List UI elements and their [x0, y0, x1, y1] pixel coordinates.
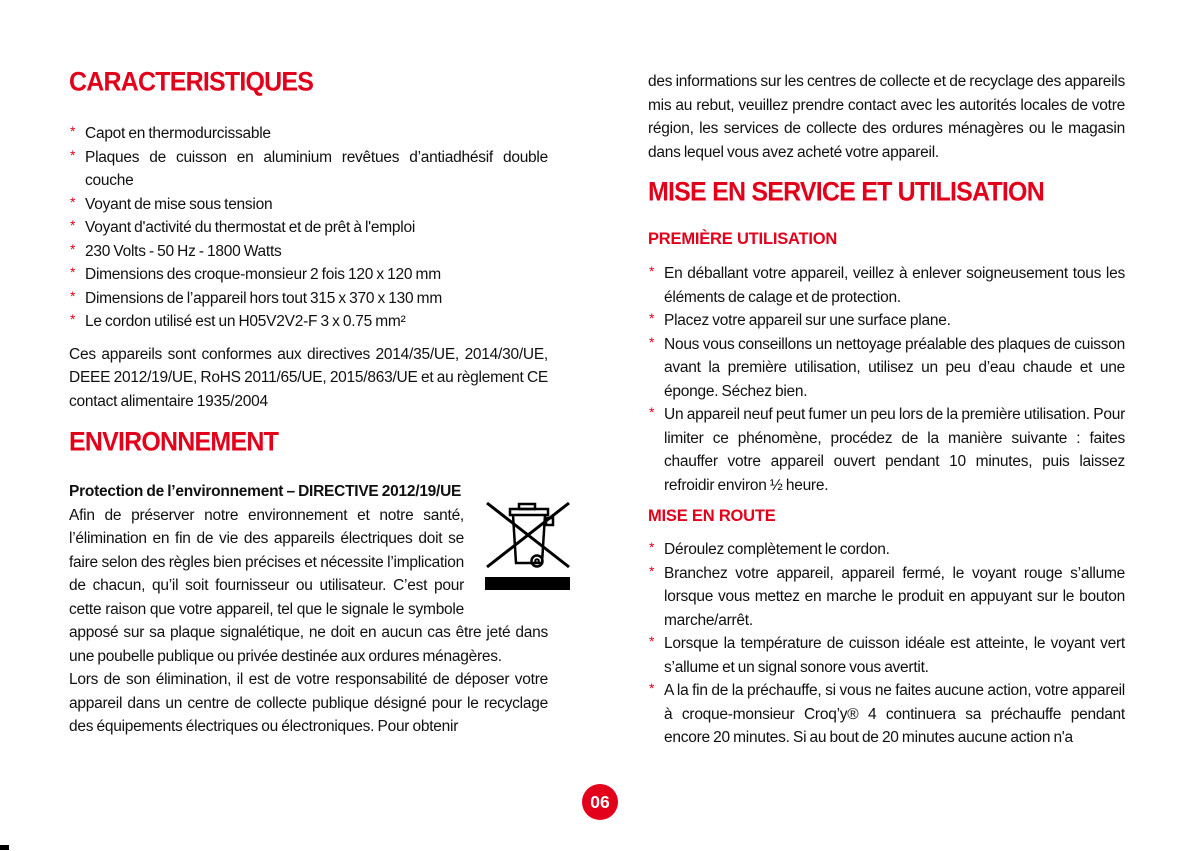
environment-paragraph-2: Lors de son élimination, il est de votre responsabilité de déposer votre appareil dans un centre de collecte publique désigné pour le recyclage des équipements électriques ou électroniques. Pour obtenir — [69, 671, 548, 735]
asterisk-bullet-icon: * — [649, 333, 655, 350]
conformity-paragraph: Ces appareils sont conformes aux directives 2014/35/UE, 2014/30/UE, DEEE 2012/19/UE, RoHS 2011/65/UE, 2015/863/UE et au règlement CE contact alimentaire 1935/2004 — [69, 345, 548, 410]
list-item: * Le cordon utilisé est un H05V2V2-F 3 x 0.75 mm² — [70, 311, 406, 330]
list-item: * Placez votre appareil sur une surface plane. — [649, 310, 951, 329]
section-title-mise-en-service: MISE EN SERVICE ET UTILISATION — [648, 176, 1044, 207]
list-item: * En déballant votre appareil, veillez à enlever soigneusement tous les éléments de calage et de protection. — [649, 263, 1125, 306]
list-item: * Voyant de mise sous tension — [70, 193, 273, 213]
asterisk-bullet-icon: * — [70, 311, 76, 327]
caracteristiques-list — [69, 122, 548, 334]
right-column — [648, 70, 1125, 750]
premiere-utilisation-list — [648, 262, 1125, 497]
asterisk-bullet-icon: * — [649, 562, 655, 579]
list-item: * Capot en thermodurcissable — [70, 123, 271, 142]
asterisk-bullet-icon: * — [70, 240, 76, 257]
environment-paragraph-1: Afin de préserver notre environnement et notre santé, l’élimination en fin de vie des appareils électriques doit se faire selon des règles bien précises et nécessite l’implication de chacun, qu’il soit fournisseur ou utilisateur. C’est pour cette raison que votre appareil, tel que le signale le symbole apposé sur sa plaque signalétique, ne doit en aucun cas être jeté dans une poubelle publique ou privée destinée aux ordures ménagères. — [69, 504, 548, 669]
left-column — [69, 66, 548, 739]
section-title-caracteristiques: CARACTERISTIQUES — [69, 66, 314, 97]
list-item: * Nous vous conseillons un nettoyage préalable des plaques de cuisson avant la première utilisation, utilisez un peu d’eau chaude et une éponge. Séchez bien. — [649, 333, 1125, 400]
list-item: * Plaques de cuisson en aluminium revêtues d’antiadhésif double couche — [70, 146, 548, 189]
subsection-title-premiere-utilisation: PREMIÈRE UTILISATION — [648, 230, 838, 248]
asterisk-bullet-icon: * — [70, 264, 76, 280]
list-item: * Dimensions de l’appareil hors tout 315 x 370 x 130 mm — [70, 287, 442, 307]
mise-en-route-list — [648, 538, 1125, 750]
asterisk-bullet-icon: * — [70, 146, 76, 163]
print-corner-mark — [0, 845, 9, 850]
asterisk-bullet-icon: * — [649, 310, 655, 326]
weee-crossed-out-bin-icon — [474, 504, 548, 604]
page-number-badge — [582, 784, 618, 820]
subsection-title-mise-en-route: MISE EN ROUTE — [648, 507, 776, 525]
asterisk-bullet-icon: * — [649, 404, 655, 420]
asterisk-bullet-icon: * — [649, 633, 655, 649]
section-title-environnement: ENVIRONNEMENT — [69, 426, 279, 457]
asterisk-bullet-icon: * — [70, 217, 76, 233]
asterisk-bullet-icon: * — [649, 263, 655, 279]
list-item: * Lorsque la température de cuisson idéale est atteinte, le voyant vert s’allume et un signal sonore vous avertit. — [649, 633, 1125, 676]
list-item: * Voyant d'activité du thermostat et de prêt à l'emploi — [70, 217, 416, 236]
page-number: 06 — [590, 791, 610, 812]
environment-directive-subtitle: Protection de l’environnement – DIRECTIVE 2012/19/UE — [69, 483, 462, 500]
asterisk-bullet-icon: * — [70, 193, 76, 210]
list-item: * Branchez votre appareil, appareil fermé, le voyant rouge s’allume lorsque vous mettez en marche le produit en appuyant sur le bouton marche/arrêt. — [649, 562, 1125, 629]
collection-info-paragraph: des informations sur les centres de collecte et de recyclage des appareils mis au rebut, veuillez prendre contact avec les autorités locales de votre région, les services de collecte des ordures ménagères ou le magasin dans lequel vous avez acheté votre appareil. — [648, 73, 1125, 161]
list-item: * Déroulez complètement le cordon. — [649, 539, 890, 558]
list-item: * 230 Volts - 50 Hz - 1800 Watts — [70, 240, 282, 260]
asterisk-bullet-icon: * — [649, 539, 655, 555]
list-item: * Dimensions des croque-monsieur 2 fois 120 x 120 mm — [70, 264, 441, 283]
asterisk-bullet-icon: * — [70, 287, 76, 304]
asterisk-bullet-icon: * — [649, 680, 655, 696]
asterisk-bullet-icon: * — [70, 123, 76, 139]
list-item: * Un appareil neuf peut fumer un peu lors de la première utilisation. Pour limiter ce phénomène, procédez de la manière suivante : faites chauffer votre appareil ouvert pendant 10 minutes, puis laissez refroidir environ ½ heure. — [649, 404, 1125, 494]
list-item: * A la fin de la préchauffe, si vous ne faites aucune action, votre appareil à croque-monsieur Croq’y® 4 continuera sa préchauffe pendant encore 20 minutes. Si au bout de 20 minutes aucune action n'a — [649, 680, 1125, 746]
